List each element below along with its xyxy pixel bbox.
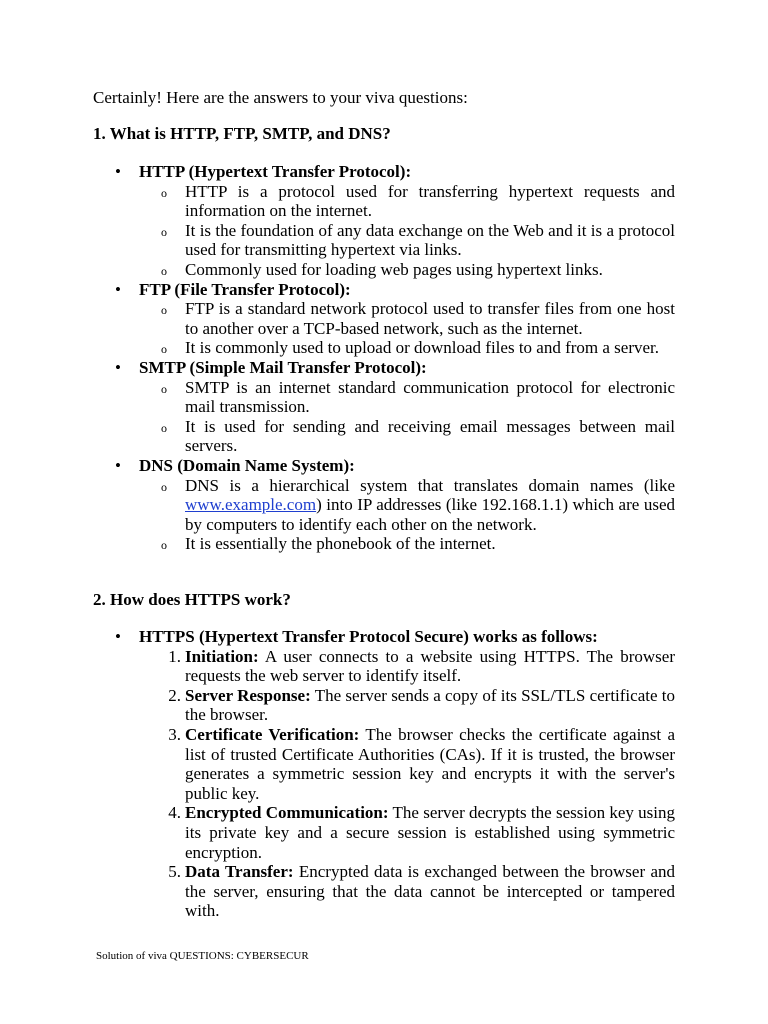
http-title: HTTP (Hypertext Transfer Protocol): — [139, 162, 412, 181]
list-item-https — [93, 627, 675, 921]
sub-list-item: o It is used for sending and receiving email messages between mail servers. — [161, 416, 675, 456]
step-title: Server Response: — [185, 685, 311, 705]
step-title: Initiation: — [185, 646, 259, 666]
bullet-icon: • — [115, 162, 121, 181]
smtp-title: SMTP (Simple Mail Transfer Protocol): — [139, 357, 427, 377]
sub-list-item: o It is the foundation of any data exchange on the Web and it is a protocol used for transmitting hypertext via links. — [161, 220, 675, 260]
circle-bullet-icon: o — [161, 185, 167, 200]
circle-bullet-icon: o — [161, 263, 167, 278]
step-number: 5. — [168, 862, 181, 882]
step-title: Certificate Verification: — [185, 724, 360, 744]
step-number: 3. — [168, 724, 181, 744]
numbered-step — [93, 686, 675, 725]
sub-list-item: o It is commonly used to upload or download files to and from a server. — [93, 338, 675, 358]
question-2-answer — [93, 627, 675, 921]
question-1-heading: 1. What is HTTP, FTP, SMTP, and DNS? — [93, 124, 391, 143]
step-title: Data Transfer: — [185, 862, 294, 882]
bullet-icon: • — [115, 627, 121, 646]
list-item-ftp — [93, 280, 675, 358]
dns-title: DNS (Domain Name System): — [139, 455, 355, 475]
sub-list-item: o HTTP is a protocol used for transferring hypertext requests and information on the internet. — [161, 181, 675, 221]
sub-list-item: o It is essentially the phonebook of the internet. — [93, 534, 675, 554]
circle-bullet-icon: o — [161, 224, 167, 239]
sub-list-item: o Commonly used for loading web pages using hypertext links. — [93, 260, 675, 280]
step-title: Encrypted Communication: — [185, 803, 389, 823]
question-1-answer — [93, 162, 675, 554]
sub-list-item: o DNS is a hierarchical system that translates domain names (like www.example.com) into IP addresses (like 192.168.1.1) which are used by computers to identify each other on the network. — [161, 475, 675, 534]
circle-bullet-icon: o — [161, 303, 167, 318]
sub-list-item: o FTP is a standard network protocol used to transfer files from one host to another over a TCP-based network, such as the internet. — [161, 299, 675, 338]
circle-bullet-icon: o — [161, 538, 167, 553]
step-text: A user connects to a website using HTTPS. The browser requests the web server to identify itself. — [185, 646, 675, 686]
page-footer: Solution of viva QUESTIONS: CYBERSECUR — [96, 950, 309, 962]
list-item-smtp — [93, 358, 675, 456]
step-number: 1. — [168, 646, 181, 666]
sub-list-item: o SMTP is an internet standard communication protocol for electronic mail transmission. — [161, 377, 675, 417]
bullet-icon: • — [115, 279, 121, 299]
list-item-http — [93, 162, 675, 280]
circle-bullet-icon: o — [161, 342, 167, 357]
numbered-step — [93, 803, 675, 862]
step-text: The server decrypts the session key using its private key and a secure session is established using symmetric encryption. — [185, 803, 676, 862]
numbered-step — [93, 647, 675, 686]
circle-bullet-icon: o — [161, 381, 167, 396]
intro-text: Certainly! Here are the answers to your viva questions: — [93, 88, 468, 107]
list-item-dns — [93, 456, 675, 554]
numbered-step — [93, 725, 675, 803]
example-link[interactable]: www.example.com — [185, 495, 317, 515]
step-text: The server sends a copy of its SSL/TLS certificate to the browser. — [185, 685, 675, 725]
circle-bullet-icon: o — [161, 420, 167, 435]
circle-bullet-icon: o — [161, 479, 167, 494]
bullet-icon: • — [115, 455, 121, 475]
ftp-title: FTP (File Transfer Protocol): — [139, 279, 351, 299]
step-number: 2. — [168, 685, 181, 705]
https-title: HTTPS (Hypertext Transfer Protocol Secure) works as follows: — [139, 627, 598, 646]
question-2-heading: 2. How does HTTPS work? — [93, 590, 291, 609]
step-text: The browser checks the certificate against a list of trusted Certificate Authorities (CAs). If it is trusted, the browser generates a symmetric session key and encrypts it with the server's public key. — [185, 724, 675, 803]
step-number: 4. — [168, 803, 181, 823]
numbered-step — [93, 862, 675, 921]
bullet-icon: • — [115, 357, 121, 377]
step-text: Encrypted data is exchanged between the browser and the server, ensuring that the data cannot be intercepted or tampered with. — [185, 862, 675, 921]
